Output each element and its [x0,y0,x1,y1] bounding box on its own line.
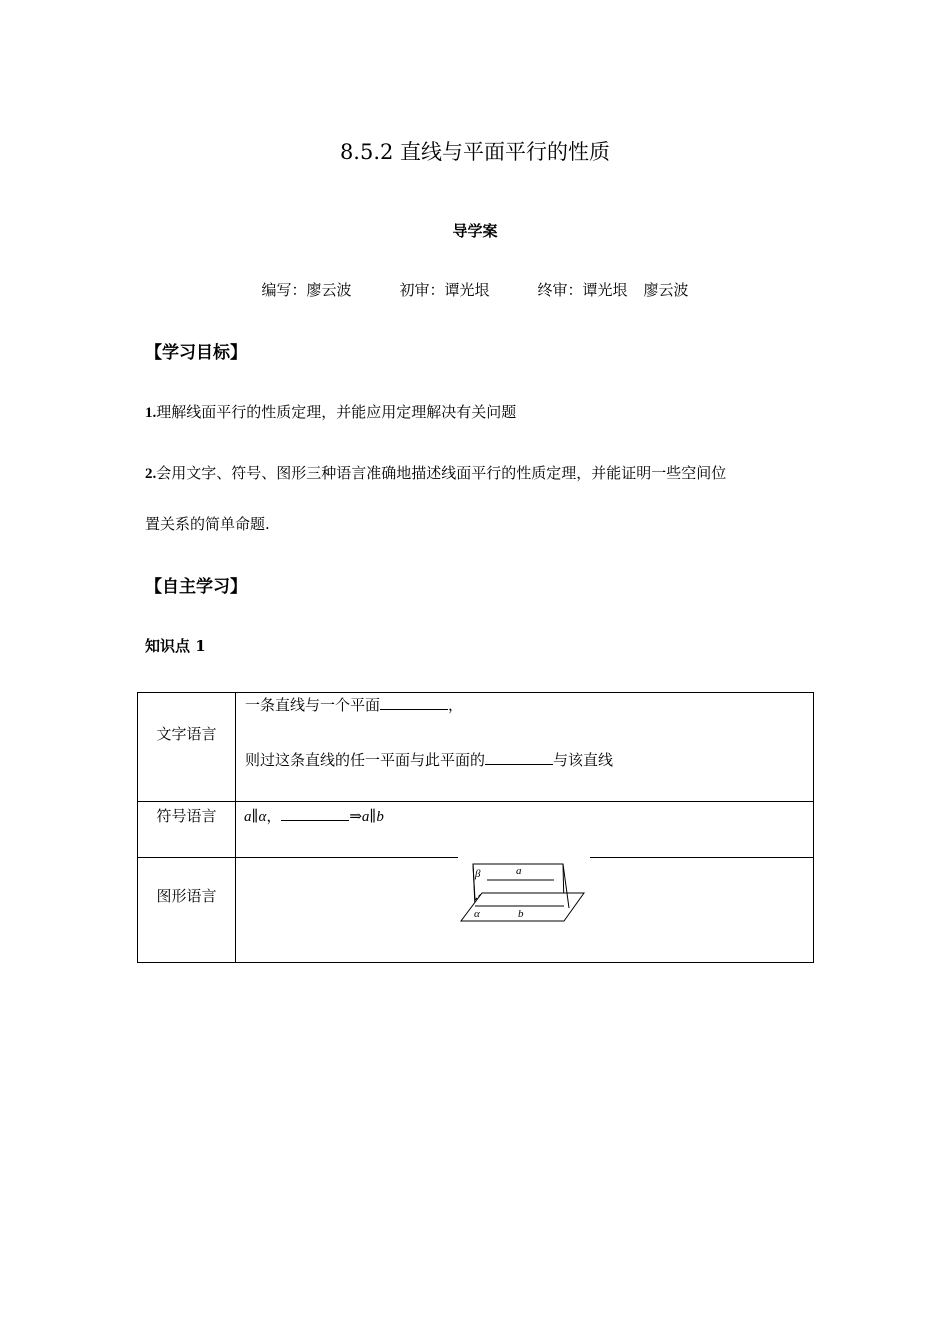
row-label-symbol-language: 符号语言 [156,807,217,825]
self-study-heading: 【自主学习】 [145,577,247,597]
author-line [0,279,950,300]
blank-line [380,695,448,710]
page-title: 8.5.2 直线与平面平行的性质 [339,140,611,164]
plane-parallel-figure [460,860,590,930]
table-row-symbol-language [138,802,814,858]
row-label-graphic-language: 图形语言 [156,887,217,905]
label-alpha: α [474,908,480,920]
final-review-credit: 终审：谭光垠 [537,281,628,299]
knowledge-table [137,692,814,963]
label-beta: β [475,868,481,880]
label-b: b [518,908,524,920]
goal-item-2-number: 2. [145,466,157,482]
goal-item-2 [145,462,726,483]
symbol-language-expression: a∥α， ⇒a∥b [244,807,384,825]
goal-item-1 [145,401,516,422]
table-row-text-language [138,693,814,802]
writer-credit: 编写：廖云波 [261,281,352,299]
goal-item-2-text-line2: 置关系的简单命题. [145,515,270,533]
row-label-text-language: 文字语言 [156,725,217,743]
goal-item-1-text: 理解线面平行的性质定理，并能应用定理解决有关问题 [156,403,517,421]
first-review-credit: 初审：谭光垠 [399,281,490,299]
goal-item-2-text-line1: 会用文字、符号、图形三种语言准确地描述线面平行的性质定理，并能证明一些空间位 [156,464,727,482]
goals-heading: 【学习目标】 [145,343,247,363]
knowledge-point-label: 知识点 1 [145,637,206,655]
blank-line [485,750,553,765]
blank-line [281,806,349,821]
table-row-graphic-language [138,858,814,963]
document-subtitle: 导学案 [452,222,498,240]
text-language-line1: 一条直线与一个平面 ， [245,696,464,714]
label-a: a [516,865,522,877]
text-language-line2: 则过这条直线的任一平面与此平面的 与该直线 [245,751,614,769]
final-review-second-name: 廖云波 [643,281,689,299]
goal-item-1-number: 1. [145,405,157,421]
